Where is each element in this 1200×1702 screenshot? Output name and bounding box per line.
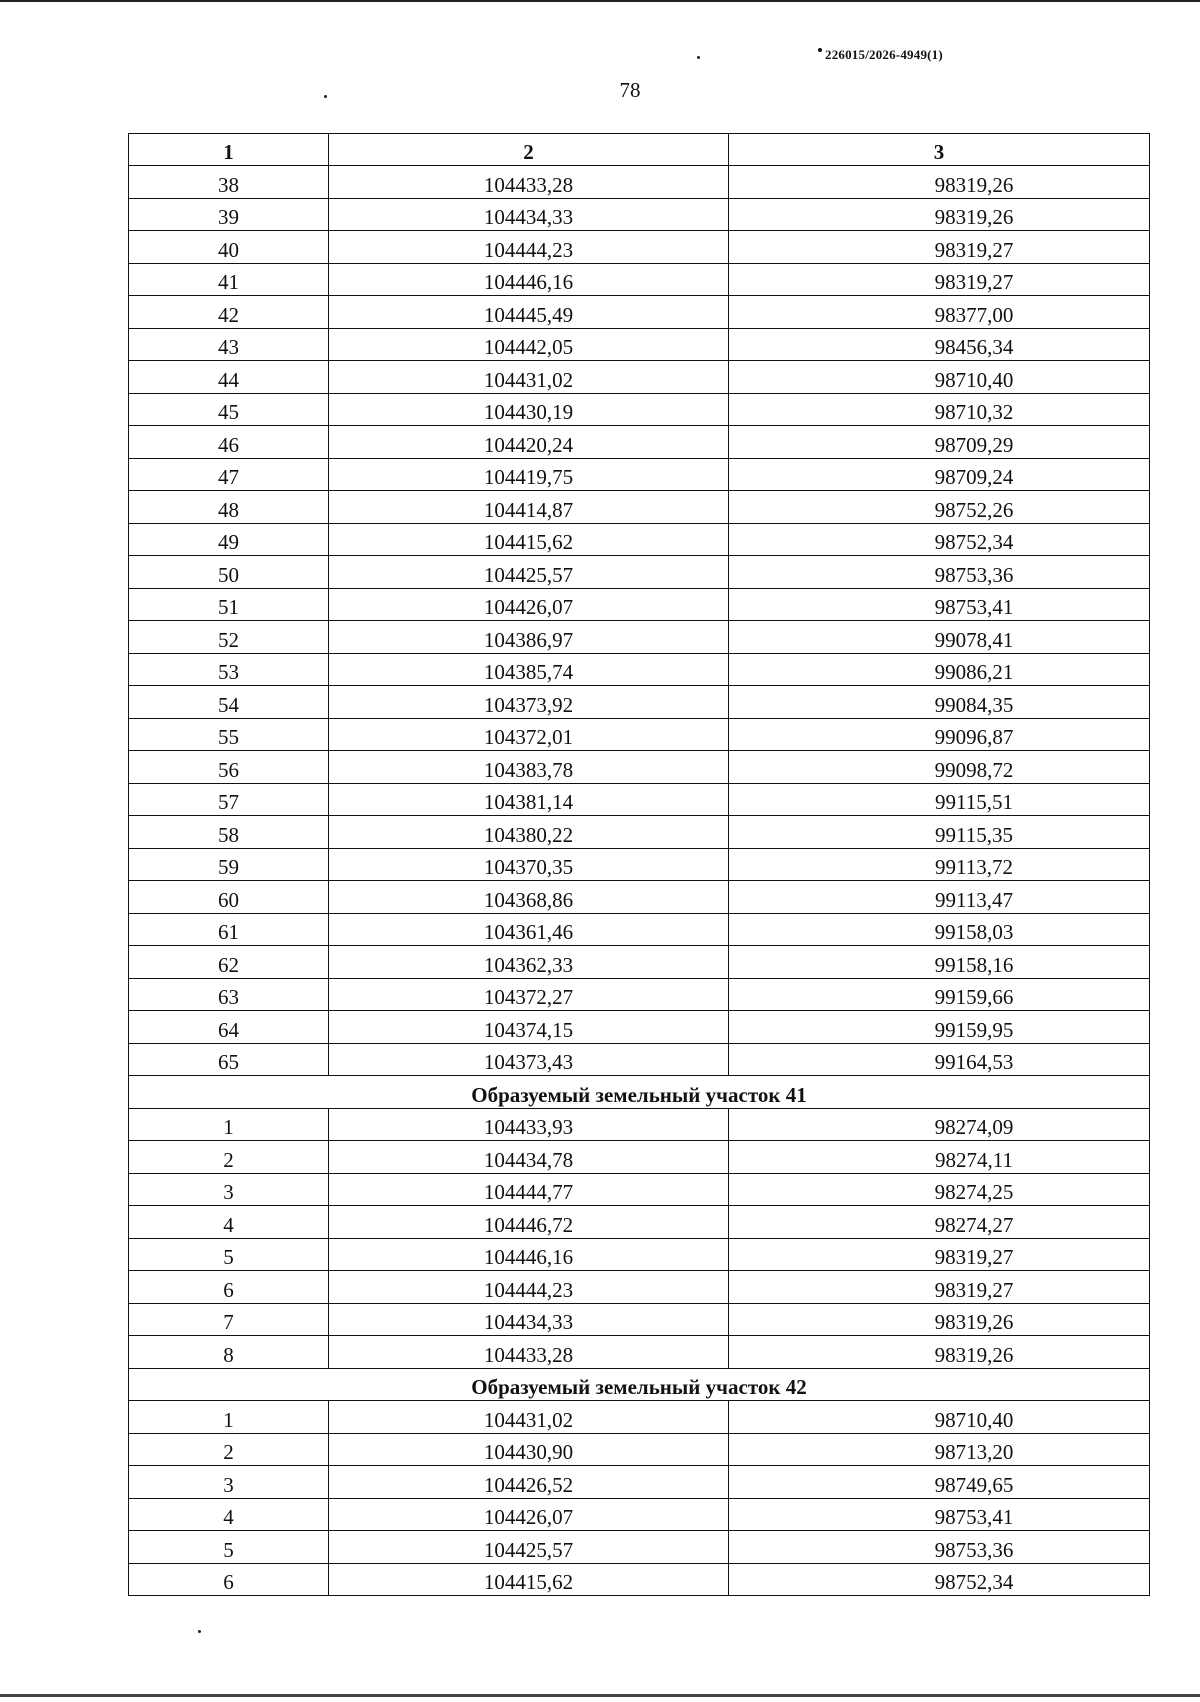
y-coordinate-cell: 98319,26 bbox=[729, 1336, 1150, 1369]
point-number-cell: 4 bbox=[129, 1498, 329, 1531]
y-coordinate-cell: 98274,09 bbox=[729, 1108, 1150, 1141]
table-row bbox=[129, 978, 1150, 1011]
x-coordinate-cell: 104373,43 bbox=[329, 1043, 729, 1076]
x-coordinate-cell: 104431,02 bbox=[329, 1401, 729, 1434]
y-coordinate-cell: 98753,36 bbox=[729, 556, 1150, 589]
table-row bbox=[129, 523, 1150, 556]
y-coordinate-cell: 98710,40 bbox=[729, 1401, 1150, 1434]
y-coordinate-cell: 99078,41 bbox=[729, 621, 1150, 654]
point-number-cell: 1 bbox=[129, 1108, 329, 1141]
x-coordinate-cell: 104444,23 bbox=[329, 231, 729, 264]
table-row bbox=[129, 426, 1150, 459]
point-number-cell: 53 bbox=[129, 653, 329, 686]
point-number-cell: 46 bbox=[129, 426, 329, 459]
point-number-cell: 59 bbox=[129, 848, 329, 881]
scan-edge-top bbox=[0, 0, 1200, 2]
y-coordinate-cell: 98753,41 bbox=[729, 1498, 1150, 1531]
point-number-cell: 39 bbox=[129, 198, 329, 231]
point-number-cell: 6 bbox=[129, 1563, 329, 1596]
y-coordinate-cell: 99098,72 bbox=[729, 751, 1150, 784]
table-row bbox=[129, 816, 1150, 849]
y-coordinate-cell: 98752,34 bbox=[729, 1563, 1150, 1596]
table-row bbox=[129, 1433, 1150, 1466]
x-coordinate-cell: 104425,57 bbox=[329, 556, 729, 589]
x-coordinate-cell: 104385,74 bbox=[329, 653, 729, 686]
table-row bbox=[129, 621, 1150, 654]
y-coordinate-cell: 98749,65 bbox=[729, 1466, 1150, 1499]
section-title: Образуемый земельный участок 41 bbox=[129, 1076, 1150, 1109]
table-row bbox=[129, 946, 1150, 979]
point-number-cell: 5 bbox=[129, 1238, 329, 1271]
y-coordinate-cell: 99084,35 bbox=[729, 686, 1150, 719]
section-row bbox=[129, 1076, 1150, 1109]
point-number-cell: 5 bbox=[129, 1531, 329, 1564]
y-coordinate-cell: 98319,27 bbox=[729, 1238, 1150, 1271]
point-number-cell: 6 bbox=[129, 1271, 329, 1304]
y-coordinate-cell: 99158,16 bbox=[729, 946, 1150, 979]
x-coordinate-cell: 104431,02 bbox=[329, 361, 729, 394]
y-coordinate-cell: 99113,47 bbox=[729, 881, 1150, 914]
point-number-cell: 61 bbox=[129, 913, 329, 946]
point-number-cell: 2 bbox=[129, 1433, 329, 1466]
point-number-cell: 40 bbox=[129, 231, 329, 264]
table-row bbox=[129, 1466, 1150, 1499]
y-coordinate-cell: 99159,95 bbox=[729, 1011, 1150, 1044]
y-coordinate-cell: 98752,26 bbox=[729, 491, 1150, 524]
y-coordinate-cell: 99158,03 bbox=[729, 913, 1150, 946]
y-coordinate-cell: 98319,27 bbox=[729, 263, 1150, 296]
y-coordinate-cell: 98710,40 bbox=[729, 361, 1150, 394]
table-row bbox=[129, 881, 1150, 914]
point-number-cell: 54 bbox=[129, 686, 329, 719]
point-number-cell: 45 bbox=[129, 393, 329, 426]
x-coordinate-cell: 104446,16 bbox=[329, 1238, 729, 1271]
table-row bbox=[129, 1141, 1150, 1174]
section-row bbox=[129, 1368, 1150, 1401]
table-row bbox=[129, 328, 1150, 361]
x-coordinate-cell: 104383,78 bbox=[329, 751, 729, 784]
y-coordinate-cell: 99164,53 bbox=[729, 1043, 1150, 1076]
table-row bbox=[129, 1531, 1150, 1564]
table-row bbox=[129, 1238, 1150, 1271]
x-coordinate-cell: 104373,92 bbox=[329, 686, 729, 719]
table-row bbox=[129, 1498, 1150, 1531]
point-number-cell: 1 bbox=[129, 1401, 329, 1434]
point-number-cell: 56 bbox=[129, 751, 329, 784]
point-number-cell: 49 bbox=[129, 523, 329, 556]
table-row bbox=[129, 1303, 1150, 1336]
header-col-1: 1 bbox=[129, 134, 329, 166]
x-coordinate-cell: 104433,28 bbox=[329, 166, 729, 199]
x-coordinate-cell: 104433,28 bbox=[329, 1336, 729, 1369]
table-row bbox=[129, 556, 1150, 589]
table-row bbox=[129, 1206, 1150, 1239]
y-coordinate-cell: 98710,32 bbox=[729, 393, 1150, 426]
x-coordinate-cell: 104446,72 bbox=[329, 1206, 729, 1239]
x-coordinate-cell: 104425,57 bbox=[329, 1531, 729, 1564]
x-coordinate-cell: 104445,49 bbox=[329, 296, 729, 329]
scan-speck bbox=[198, 1630, 201, 1633]
y-coordinate-cell: 98319,26 bbox=[729, 1303, 1150, 1336]
x-coordinate-cell: 104361,46 bbox=[329, 913, 729, 946]
table-row bbox=[129, 166, 1150, 199]
y-coordinate-cell: 98274,25 bbox=[729, 1173, 1150, 1206]
point-number-cell: 50 bbox=[129, 556, 329, 589]
x-coordinate-cell: 104426,07 bbox=[329, 588, 729, 621]
point-number-cell: 57 bbox=[129, 783, 329, 816]
point-number-cell: 48 bbox=[129, 491, 329, 524]
x-coordinate-cell: 104420,24 bbox=[329, 426, 729, 459]
y-coordinate-cell: 98752,34 bbox=[729, 523, 1150, 556]
x-coordinate-cell: 104374,15 bbox=[329, 1011, 729, 1044]
table-row bbox=[129, 718, 1150, 751]
y-coordinate-cell: 99113,72 bbox=[729, 848, 1150, 881]
document-reference: 226015/2026-4949(1) bbox=[825, 47, 943, 62]
x-coordinate-cell: 104433,93 bbox=[329, 1108, 729, 1141]
y-coordinate-cell: 99115,51 bbox=[729, 783, 1150, 816]
scan-speck bbox=[697, 56, 700, 59]
point-number-cell: 52 bbox=[129, 621, 329, 654]
y-coordinate-cell: 98274,27 bbox=[729, 1206, 1150, 1239]
x-coordinate-cell: 104381,14 bbox=[329, 783, 729, 816]
x-coordinate-cell: 104386,97 bbox=[329, 621, 729, 654]
x-coordinate-cell: 104444,77 bbox=[329, 1173, 729, 1206]
point-number-cell: 8 bbox=[129, 1336, 329, 1369]
table-row bbox=[129, 1108, 1150, 1141]
table-row bbox=[129, 686, 1150, 719]
table-body bbox=[129, 166, 1150, 1596]
table-row bbox=[129, 458, 1150, 491]
table-row bbox=[129, 653, 1150, 686]
header-col-2: 2 bbox=[329, 134, 729, 166]
x-coordinate-cell: 104362,33 bbox=[329, 946, 729, 979]
y-coordinate-cell: 99096,87 bbox=[729, 718, 1150, 751]
x-coordinate-cell: 104370,35 bbox=[329, 848, 729, 881]
table-row bbox=[129, 1271, 1150, 1304]
x-coordinate-cell: 104414,87 bbox=[329, 491, 729, 524]
table-row bbox=[129, 263, 1150, 296]
point-number-cell: 47 bbox=[129, 458, 329, 491]
table-row bbox=[129, 1011, 1150, 1044]
point-number-cell: 41 bbox=[129, 263, 329, 296]
x-coordinate-cell: 104368,86 bbox=[329, 881, 729, 914]
point-number-cell: 65 bbox=[129, 1043, 329, 1076]
y-coordinate-cell: 98319,27 bbox=[729, 1271, 1150, 1304]
y-coordinate-cell: 98274,11 bbox=[729, 1141, 1150, 1174]
table-row bbox=[129, 231, 1150, 264]
point-number-cell: 51 bbox=[129, 588, 329, 621]
ref-dot bbox=[818, 48, 822, 52]
x-coordinate-cell: 104434,33 bbox=[329, 198, 729, 231]
point-number-cell: 60 bbox=[129, 881, 329, 914]
point-number-cell: 58 bbox=[129, 816, 329, 849]
x-coordinate-cell: 104444,23 bbox=[329, 1271, 729, 1304]
table-row bbox=[129, 1336, 1150, 1369]
table-row bbox=[129, 393, 1150, 426]
point-number-cell: 7 bbox=[129, 1303, 329, 1336]
point-number-cell: 3 bbox=[129, 1173, 329, 1206]
x-coordinate-cell: 104372,01 bbox=[329, 718, 729, 751]
scan-speck bbox=[324, 95, 327, 98]
table-row bbox=[129, 751, 1150, 784]
point-number-cell: 38 bbox=[129, 166, 329, 199]
point-number-cell: 55 bbox=[129, 718, 329, 751]
x-coordinate-cell: 104446,16 bbox=[329, 263, 729, 296]
table-row bbox=[129, 198, 1150, 231]
scan-edge-bottom bbox=[0, 1694, 1200, 1697]
point-number-cell: 2 bbox=[129, 1141, 329, 1174]
table-row bbox=[129, 361, 1150, 394]
table-row bbox=[129, 296, 1150, 329]
x-coordinate-cell: 104372,27 bbox=[329, 978, 729, 1011]
x-coordinate-cell: 104419,75 bbox=[329, 458, 729, 491]
point-number-cell: 44 bbox=[129, 361, 329, 394]
table-row bbox=[129, 783, 1150, 816]
x-coordinate-cell: 104380,22 bbox=[329, 816, 729, 849]
page-number: 78 bbox=[619, 78, 641, 102]
table-row bbox=[129, 848, 1150, 881]
point-number-cell: 62 bbox=[129, 946, 329, 979]
x-coordinate-cell: 104430,90 bbox=[329, 1433, 729, 1466]
y-coordinate-cell: 98709,24 bbox=[729, 458, 1150, 491]
x-coordinate-cell: 104426,07 bbox=[329, 1498, 729, 1531]
x-coordinate-cell: 104434,78 bbox=[329, 1141, 729, 1174]
y-coordinate-cell: 98456,34 bbox=[729, 328, 1150, 361]
y-coordinate-cell: 99086,21 bbox=[729, 653, 1150, 686]
table-row bbox=[129, 491, 1150, 524]
point-number-cell: 43 bbox=[129, 328, 329, 361]
x-coordinate-cell: 104434,33 bbox=[329, 1303, 729, 1336]
y-coordinate-cell: 99115,35 bbox=[729, 816, 1150, 849]
point-number-cell: 4 bbox=[129, 1206, 329, 1239]
table-row bbox=[129, 1563, 1150, 1596]
section-title: Образуемый земельный участок 42 bbox=[129, 1368, 1150, 1401]
x-coordinate-cell: 104426,52 bbox=[329, 1466, 729, 1499]
point-number-cell: 42 bbox=[129, 296, 329, 329]
table-row bbox=[129, 1043, 1150, 1076]
y-coordinate-cell: 99159,66 bbox=[729, 978, 1150, 1011]
x-coordinate-cell: 104415,62 bbox=[329, 1563, 729, 1596]
table-header-row bbox=[129, 134, 1150, 166]
y-coordinate-cell: 98319,27 bbox=[729, 231, 1150, 264]
x-coordinate-cell: 104415,62 bbox=[329, 523, 729, 556]
y-coordinate-cell: 98709,29 bbox=[729, 426, 1150, 459]
x-coordinate-cell: 104442,05 bbox=[329, 328, 729, 361]
table-row bbox=[129, 588, 1150, 621]
point-number-cell: 64 bbox=[129, 1011, 329, 1044]
point-number-cell: 63 bbox=[129, 978, 329, 1011]
y-coordinate-cell: 98319,26 bbox=[729, 198, 1150, 231]
y-coordinate-cell: 98713,20 bbox=[729, 1433, 1150, 1466]
point-number-cell: 3 bbox=[129, 1466, 329, 1499]
y-coordinate-cell: 98377,00 bbox=[729, 296, 1150, 329]
table-row bbox=[129, 1401, 1150, 1434]
x-coordinate-cell: 104430,19 bbox=[329, 393, 729, 426]
header-col-3: 3 bbox=[729, 134, 1150, 166]
table-row bbox=[129, 1173, 1150, 1206]
table-row bbox=[129, 913, 1150, 946]
coordinates-table bbox=[128, 133, 1150, 1596]
y-coordinate-cell: 98319,26 bbox=[729, 166, 1150, 199]
y-coordinate-cell: 98753,41 bbox=[729, 588, 1150, 621]
y-coordinate-cell: 98753,36 bbox=[729, 1531, 1150, 1564]
